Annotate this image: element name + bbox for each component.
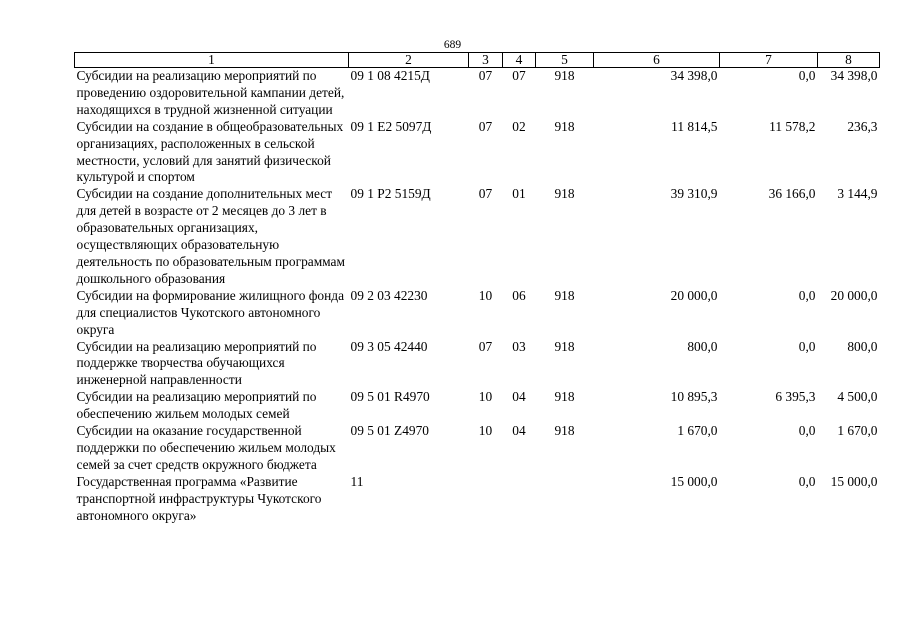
row-section-cell: 07 (478, 68, 493, 83)
column-header: 5 (536, 53, 594, 68)
row-section-cell: 10 (478, 389, 493, 405)
row-name-cell: Государственная программа «Развитие транспортной инфраструктуры Чукотского автономного округа» (76, 473, 322, 523)
row-total-cell: 10 895,3 (670, 389, 718, 405)
table-row (75, 423, 880, 474)
row-regional-cell: 3 144,9 (837, 186, 878, 202)
table-row (75, 186, 880, 287)
row-group-cell: 918 (554, 186, 575, 202)
table-row (75, 389, 880, 423)
row-code-cell: 09 5 01 R4970 (350, 389, 430, 405)
column-header: 3 (469, 53, 503, 68)
row-name-cell: Субсидии на создание в общеобразовательных организациях, расположенных в сельской местности, условий для занятий физической культурой и спортом (76, 118, 344, 185)
row-name-cell: Субсидии на формирование жилищного фонда для специалистов Чукотского автономного округа (76, 287, 345, 337)
row-code-cell: 09 1 E2 5097Д (350, 118, 432, 134)
row-name-cell: Субсидии на реализацию мероприятий по обеспечению жильем молодых семей (76, 389, 317, 422)
row-federal-cell: 36 166,0 (768, 186, 816, 202)
row-section-cell: 07 (478, 338, 493, 354)
column-header: 6 (594, 53, 720, 68)
column-header: 4 (503, 53, 536, 68)
row-group-cell: 918 (554, 287, 575, 303)
column-header: 2 (349, 53, 469, 68)
row-code-cell: 09 5 01 Z4970 (350, 423, 429, 439)
row-section-cell: 07 (478, 186, 493, 202)
column-header: 1 (75, 53, 349, 68)
row-group-cell: 918 (554, 423, 575, 439)
table-row (75, 288, 880, 339)
table-header-row (75, 53, 880, 68)
row-regional-cell: 15 000,0 (830, 473, 878, 489)
row-total-cell: 20 000,0 (670, 287, 718, 303)
row-code-cell: 09 1 08 4215Д (350, 68, 430, 83)
row-federal-cell: 0,0 (798, 338, 816, 354)
row-regional-cell: 20 000,0 (830, 287, 878, 303)
row-regional-cell: 236,3 (847, 118, 878, 134)
row-section-cell: 10 (478, 423, 493, 439)
row-federal-cell: 0,0 (798, 287, 816, 303)
row-code-cell: 09 1 P2 5159Д (350, 186, 431, 202)
row-regional-cell: 4 500,0 (837, 389, 878, 405)
row-total-cell: 800,0 (687, 338, 718, 354)
row-code-cell: 09 3 05 42440 (350, 338, 428, 354)
row-subsection-cell: 03 (512, 338, 526, 354)
row-subsection-cell: 01 (512, 186, 526, 202)
row-federal-cell: 0,0 (798, 423, 816, 439)
row-section-cell: 07 (478, 118, 493, 134)
row-name-cell: Субсидии на реализацию мероприятий по проведению оздоровительной кампании детей, находящихся в трудной жизненной ситуации (76, 68, 345, 117)
table-row (75, 474, 880, 525)
row-group-cell: 918 (554, 68, 575, 83)
row-federal-cell: 0,0 (798, 68, 816, 83)
row-group-cell: 918 (554, 389, 575, 405)
column-header: 7 (720, 53, 818, 68)
column-header: 8 (818, 53, 880, 68)
table-row (75, 68, 880, 119)
row-group-cell: 918 (554, 118, 575, 134)
row-federal-cell: 0,0 (798, 473, 816, 489)
page-number: 689 (443, 39, 462, 51)
row-section-cell (469, 474, 503, 525)
row-subsection-cell: 06 (512, 287, 526, 303)
row-total-cell: 34 398,0 (670, 68, 718, 83)
row-name-cell: Субсидии на создание дополнительных мест для детей в возрасте от 2 месяцев до 3 лет в образовательных организациях, осуществляющих образовательную деятельность по образовательным программам дошкольного образования (76, 186, 345, 286)
row-regional-cell: 1 670,0 (837, 423, 878, 439)
row-subsection-cell: 04 (512, 423, 526, 439)
row-total-cell: 39 310,9 (670, 186, 718, 202)
table-row (75, 339, 880, 390)
row-federal-cell: 6 395,3 (775, 389, 816, 405)
row-total-cell: 11 814,5 (671, 118, 718, 134)
row-federal-cell: 11 578,2 (769, 118, 816, 134)
budget-table (74, 52, 880, 524)
row-name-cell: Субсидии на реализацию мероприятий по поддержке творчества обучающихся инженерной направленности (76, 338, 317, 388)
row-subsection-cell: 04 (512, 389, 526, 405)
row-regional-cell: 34 398,0 (830, 68, 878, 83)
row-regional-cell: 800,0 (847, 338, 878, 354)
row-group-cell: 918 (554, 338, 575, 354)
row-group-cell (536, 474, 594, 525)
table-row (75, 119, 880, 187)
row-section-cell: 10 (478, 287, 493, 303)
row-code-cell: 09 2 03 42230 (350, 287, 428, 303)
row-name-cell: Субсидии на оказание государственной поддержки по обеспечению жильем молодых семей за счет средств окружного бюджета (76, 423, 336, 472)
row-total-cell: 15 000,0 (670, 473, 718, 489)
row-subsection-cell (503, 474, 536, 525)
row-subsection-cell: 07 (512, 68, 526, 83)
row-code-cell: 11 (350, 473, 364, 489)
row-total-cell: 1 670,0 (677, 423, 718, 439)
row-subsection-cell: 02 (512, 118, 526, 134)
